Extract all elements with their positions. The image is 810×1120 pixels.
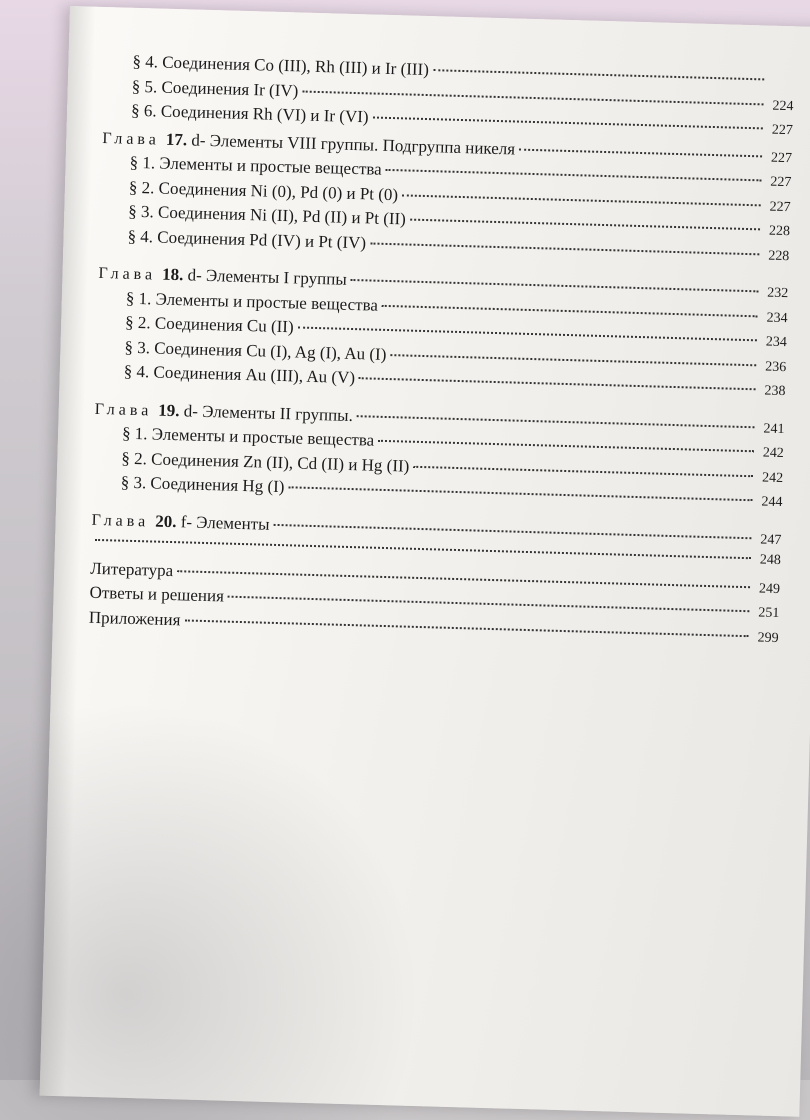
chapter-title: d- Элементы II группы.: [183, 400, 354, 425]
toc-page-number: 251: [758, 605, 780, 622]
toc-page-number: 242: [762, 445, 784, 462]
dot-leader: [378, 440, 754, 452]
chapter-title: d- Элементы VIII группы. Подгруппа никеля: [191, 129, 516, 158]
toc-entry-label: § 2. Соединения Cu (II): [124, 312, 294, 337]
toc-page-number: 234: [766, 310, 788, 326]
toc-page-number: 241: [763, 421, 785, 437]
chapter-word: Глава: [94, 400, 153, 419]
dot-leader: [288, 486, 752, 501]
toc-entry-label: Приложения: [88, 607, 181, 629]
dot-leader: [402, 194, 761, 206]
dot-leader: [382, 304, 758, 316]
chapter-number: 18.: [161, 264, 184, 285]
toc-entry-label: § 1. Элементы и простые вещества: [129, 152, 383, 179]
toc-entry-label: § 3. Соединения Ni (II), Pd (II) и Pt (II): [128, 201, 407, 229]
chapter-number: 17.: [165, 129, 188, 149]
toc-entry-label: § 5. Соединения Ir (IV): [131, 76, 299, 100]
dot-leader: [370, 242, 759, 255]
toc-entry-label: § 1. Элементы и простые вещества: [125, 288, 379, 315]
toc-entry-label: Ответы и решения: [89, 582, 225, 606]
toc-page-number: 232: [767, 285, 789, 302]
toc-page-number: 248: [759, 552, 782, 569]
dot-leader: [373, 116, 763, 129]
table-of-contents: [89, 51, 795, 651]
toc-page-number: 228: [768, 223, 791, 240]
toc-entry-label: § 2. Соединения Zn (II), Cd (II) и Hg (II): [121, 448, 410, 476]
chapter-title: d- Элементы I группы: [187, 265, 348, 289]
toc-page-number: 299: [757, 629, 779, 646]
dot-leader: [519, 148, 762, 157]
chapter-word: Глава: [102, 129, 161, 149]
dot-leader: [298, 326, 757, 341]
dot-leader: [351, 279, 759, 292]
dot-leader: [410, 219, 760, 231]
toc-page-number: 227: [771, 122, 794, 139]
toc-entry-label: § 3. Соединения Cu (I), Ag (I), Au (I): [124, 337, 387, 364]
book-page: [40, 6, 810, 1117]
dot-leader: [228, 596, 750, 613]
toc-page-number: [768, 85, 794, 86]
dot-leader: [359, 377, 756, 390]
toc-page-number: 247: [760, 531, 782, 548]
dot-leader: [302, 90, 763, 105]
toc-page-number: 227: [769, 199, 791, 215]
toc-page-number: 224: [772, 98, 794, 114]
toc-entry-label: Литература: [90, 558, 174, 580]
dot-leader: [390, 354, 756, 366]
chapter-title: f- Элементы: [180, 511, 270, 534]
toc-page-number: 227: [770, 174, 792, 191]
toc-page-number: 238: [764, 383, 786, 400]
dot-leader: [274, 523, 752, 538]
chapter-word: Глава: [98, 264, 157, 284]
toc-page-number: 234: [765, 334, 788, 351]
dot-leader: [413, 465, 753, 476]
toc-entry-label: § 4. Соединения Au (III), Au (V): [123, 361, 356, 388]
toc-page-number: 242: [761, 470, 784, 486]
chapter-word: Глава: [91, 511, 150, 530]
toc-page-number: 249: [758, 580, 781, 597]
dot-leader: [357, 415, 755, 428]
dot-leader: [433, 69, 764, 80]
toc-entry-label: § 6. Соединения Rh (VI) и Ir (VI): [130, 100, 369, 127]
toc-entry-label: § 3. Соединения Hg (I): [120, 472, 285, 497]
chapter-number: 19.: [158, 400, 180, 420]
toc-page-number: 227: [770, 150, 793, 166]
dot-leader: [386, 169, 762, 181]
chapter-number: 20.: [154, 511, 177, 531]
toc-page-number: 228: [768, 248, 790, 264]
toc-page-number: 244: [761, 494, 783, 511]
toc-entry-label: § 1. Элементы и простые вещества: [121, 423, 375, 450]
toc-entry-label: § 4. Соединения Pd (IV) и Pt (IV): [127, 226, 367, 252]
toc-page-number: 236: [764, 359, 787, 375]
toc-entry-label: § 4. Соединения Co (III), Rh (III) и Ir (III): [132, 51, 430, 80]
toc-entry-label: § 2. Соединения Ni (0), Pd (0) и Pt (0): [128, 177, 399, 204]
